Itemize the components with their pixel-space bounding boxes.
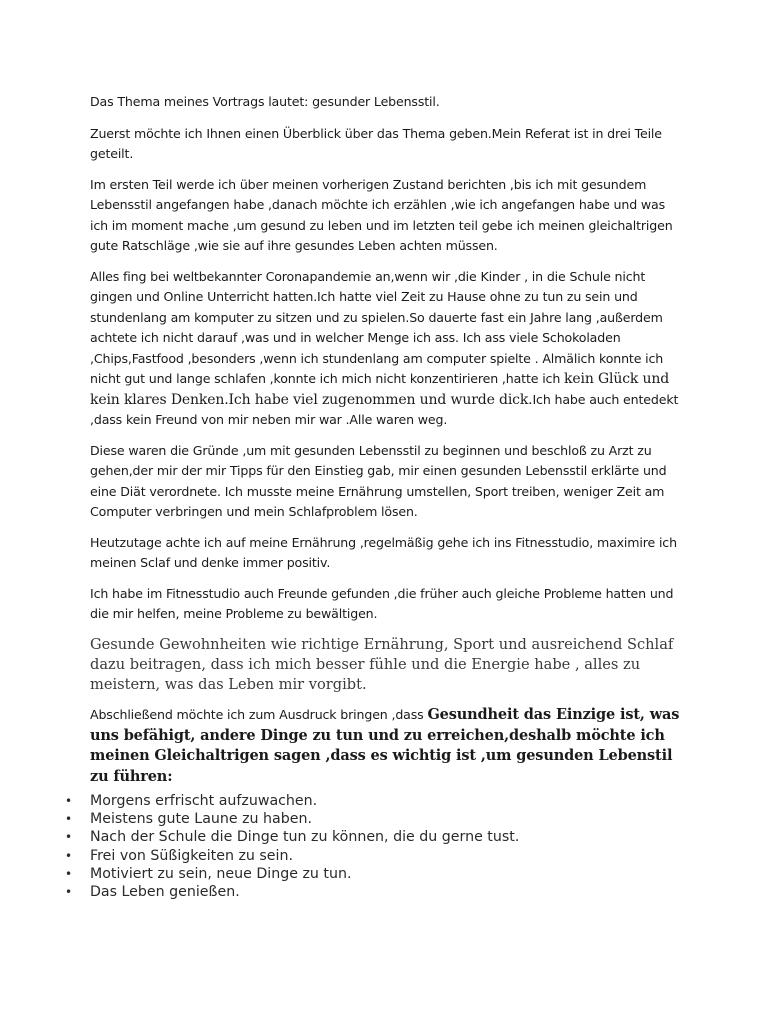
conclusion-bold: Gesundheit das Einzige ist, was uns befähigt, andere Dinge zu tun und zu erreichen,deshalb möchte ich meinen Gleichaltrigen sagen ,dass es wichtig ist ,um gesunden Lebenstil zu führen: [90, 706, 680, 785]
list-item-text: Morgens erfrischt aufzuwachen. [90, 793, 318, 809]
list-item [62, 883, 519, 901]
list-item [62, 810, 519, 828]
paragraph-overview: Zuerst möchte ich Ihnen einen Überblick über das Thema geben.Mein Referat ist in drei Teile geteilt. [90, 125, 662, 161]
history-text-start: Alles fing bei weltbekannter Coronapandemie an,wenn wir ,die Kinder , in die Schule nicht gingen und Online Unterricht hatten.Ich hatte viel Zeit zu Hause ohne zu tun zu sein und stundenlang am komputer zu sitzen und zu spielen.So dauerte fast ein Jahre lang ,außerdem achtete ich nicht darauf ,was und in welcher Menge ich ass. Ich ass viele Schokoladen ,Chips,Fastfood ,besonders ,wenn ich stundenlang am computer spielte . Almälich konnte ich nicht gut und lange schlafen ,konnte ich mich nicht konzentirieren ,hatte ich [90, 268, 664, 386]
document-body [90, 92, 680, 797]
list-item [62, 828, 519, 846]
bullet-icon: • [65, 794, 73, 808]
bullet-icon: • [65, 848, 73, 863]
history-text-serif: kein Glück und kein klares Denken.Ich habe viel zugenommen und wurde dick. [90, 371, 670, 408]
list-item-text: Motiviert zu sein, neue Dinge zu tun. [90, 865, 352, 882]
bullet-icon: • [65, 885, 73, 900]
paragraph-topic: Das Thema meines Vortrags lautet: gesunder Lebensstil. [90, 94, 440, 109]
history-text-end: Ich habe auch entedekt ,dass kein Freund von mir neben mir war .Alle waren weg. [90, 391, 679, 427]
list-item-text: Frei von Süßigkeiten zu sein. [90, 847, 293, 864]
bullet-icon: • [65, 812, 73, 827]
list-item [62, 865, 519, 883]
paragraph-friends: Ich habe im Fitnesstudio auch Freunde gefunden ,die früher auch gleiche Probleme hatten und die mir helfen, meine Probleme zu bewältigen. [90, 585, 674, 621]
bullet-icon: • [65, 866, 73, 881]
paragraph-today: Heutzutage achte ich auf meine Ernährung ,regelmäßig gehe ich ins Fitnesstudio, maximire ich meinen Sclaf und denke immer positiv. [90, 534, 677, 570]
list-item [62, 847, 519, 865]
conclusion-intro: Abschließend möchte ich zum Ausdruck bringen ,dass [90, 707, 428, 723]
paragraph-conclusion [90, 705, 680, 787]
paragraph-structure: Im ersten Teil werde ich über meinen vorherigen Zustand berichten ,bis ich mit gesundem Lebensstil angefangen habe ,danach möchte ich erzählen ,wie ich angefangen habe und was ich im moment mache ,um gesund zu leben und im letzten teil gebe ich meinen gleichaltrigen gute Ratschläge ,wie sie auf ihre gesundes Leben achten müssen. [90, 176, 673, 253]
list-item [62, 792, 519, 810]
paragraph-reasons: Diese waren die Gründe ,um mit gesunden Lebensstil zu beginnen und beschloß zu Arzt zu gehen,der mir der mir Tipps für den Einstieg gab, mir einen gesunden Lebensstil erklärte und eine Diät verordnete. Ich musste meine Ernährung umstellen, Sport treiben, weniger Zeit am Computer verbringen und mein Schlafproblem lösen. [90, 442, 667, 519]
bullet-icon: • [65, 830, 73, 845]
paragraph-habits: Gesunde Gewohnheiten wie richtige Ernährung, Sport und ausreichend Schlaf dazu beitragen, dass ich mich besser fühle und die Energie habe , alles zu meistern, was das Leben mir vorgibt. [90, 635, 674, 694]
list-item-text: Nach der Schule die Dinge tun zu können, die du gerne tust. [90, 829, 520, 846]
list-item-text: Meistens gute Laune zu haben. [90, 811, 312, 828]
list-item-text: Das Leben genießen. [90, 884, 240, 901]
advice-list [62, 792, 519, 901]
paragraph-history [90, 267, 680, 431]
